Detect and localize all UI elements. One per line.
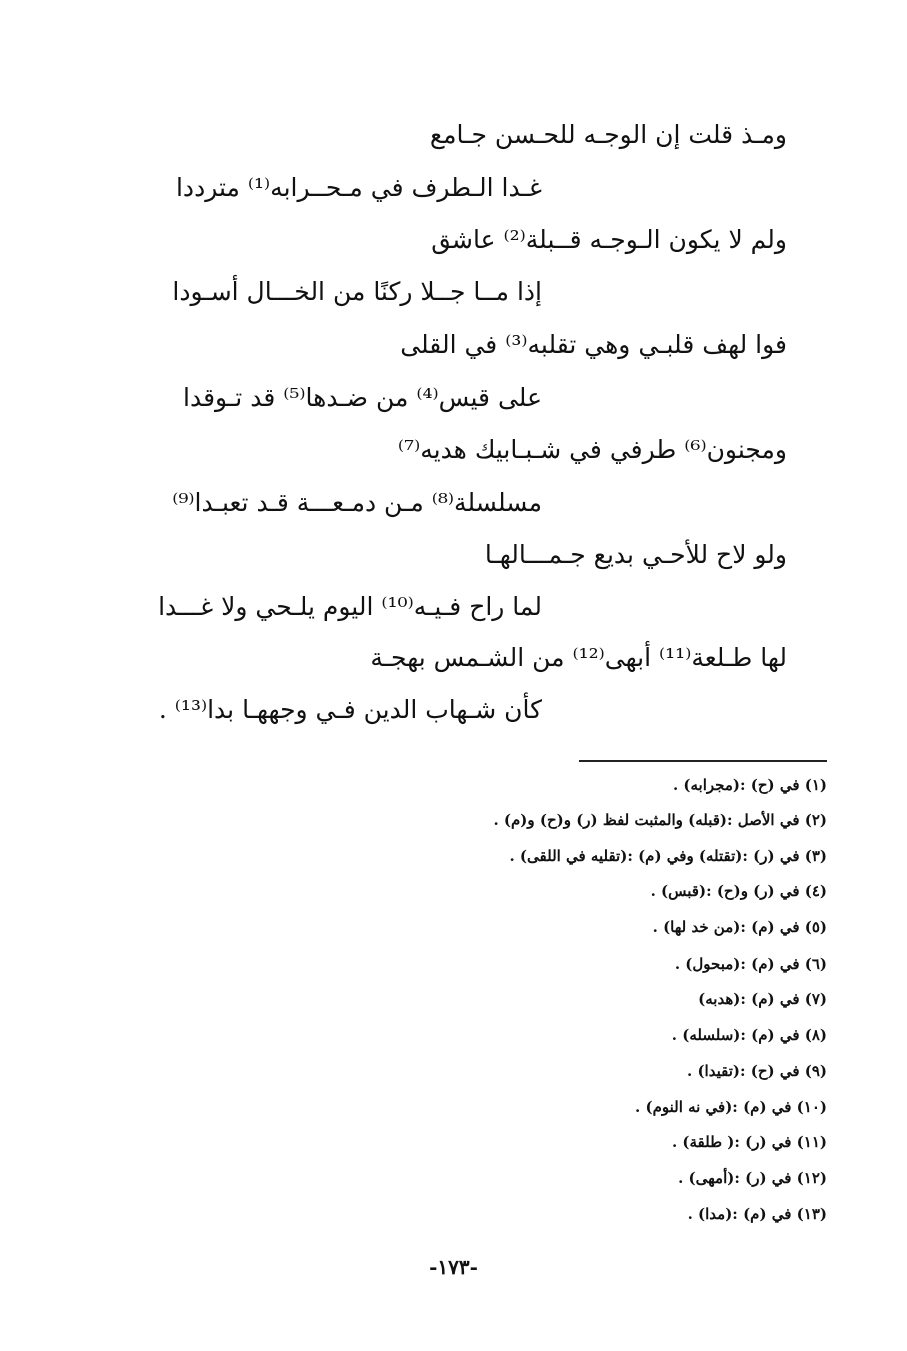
verse-line-10: لما راح فـيـه⁽¹⁰⁾ اليوم يلـحي ولا غـــدا — [158, 592, 542, 621]
verse-line-2: غـدا الـطرف في مـحــرابه⁽¹⁾ مترددا — [175, 173, 542, 202]
verse-line-12: كأن شـهاب الدين فـي وجههـا بدا⁽¹³⁾ . — [158, 695, 542, 724]
footnote-7: (٧) في (م) :(هدبه) — [698, 990, 827, 1008]
footnote-3: (٣) في (ر) :(تقتله) وفي (م) :(تقليه في اللقى) . — [509, 847, 827, 865]
footnote-13: (١٣) في (م) :(مدا) . — [687, 1205, 827, 1223]
footnote-6: (٦) في (م) :(مبحول) . — [674, 955, 827, 973]
verse-line-3: ولم لا يكون الـوجـه قــبلة⁽²⁾ عاشق — [431, 225, 787, 254]
verse-line-9: ولو لاح للأحـي بديع جـمـــالهـا — [484, 540, 787, 569]
footnote-11: (١١) في (ر) :( طلقة) . — [671, 1133, 827, 1151]
footnote-12: (١٢) في (ر) :(أمهى) . — [678, 1169, 827, 1187]
page-number: -١٧٣- — [429, 1255, 478, 1279]
footnote-9: (٩) في (ح) :(تقيدا) . — [687, 1062, 827, 1080]
verse-line-5: فوا لهف قلبـي وهي تقلبه⁽³⁾ في القلى — [400, 330, 787, 359]
verse-line-4: إذا مــا جــلا ركنًا من الخـــال أسـودا — [172, 277, 542, 306]
verse-line-1: ومـذ قلت إن الوجـه للحـسن جـامع — [429, 120, 787, 149]
footnote-4: (٤) في (ر) و(ح) :(قبس) . — [650, 882, 827, 900]
footnote-5: (٥) في (م) :(من خد لها) . — [652, 918, 827, 936]
verse-line-11: لها طـلعة⁽¹¹⁾ أبهى⁽¹²⁾ من الشـمس بهجـة — [370, 643, 787, 672]
footnote-2: (٢) في الأصل :(قبله) والمثبت لفظ (ر) و(ح) و(م) . — [493, 811, 827, 829]
footnote-8: (٨) في (م) :(سلسله) . — [671, 1026, 827, 1044]
verse-line-6: على قيس⁽⁴⁾ من ضـدها⁽⁵⁾ قد تـوقدا — [183, 383, 542, 412]
verse-line-7: ومجنون⁽⁶⁾ طرفي في شـبـابيك هديه⁽⁷⁾ — [397, 435, 787, 464]
footnote-1: (١) في (ح) :(مجرابه) . — [672, 776, 827, 794]
verse-line-8: مسلسلة⁽⁸⁾ مـن دمـعـــة قـد تعبـدا⁽⁹⁾ — [172, 488, 542, 517]
footnote-separator — [579, 760, 827, 762]
footnote-10: (١٠) في (م) :(في نه النوم) . — [635, 1098, 827, 1116]
